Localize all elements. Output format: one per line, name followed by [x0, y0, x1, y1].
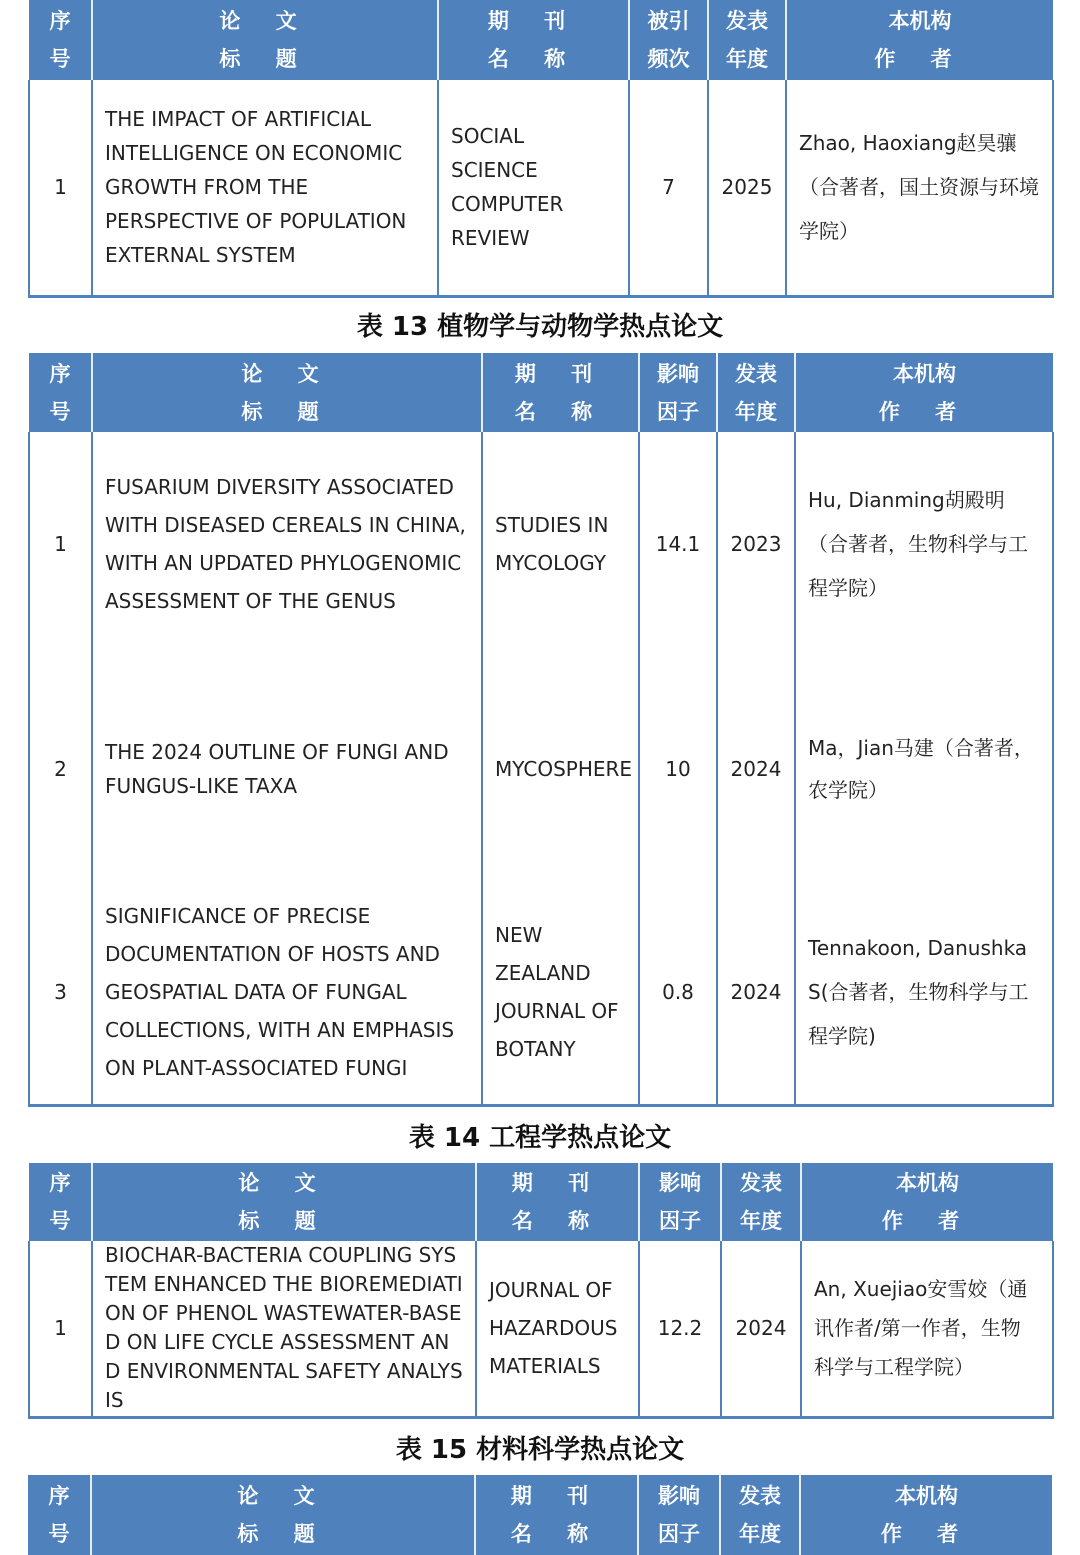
- header-journal: 期 刊 名 称: [438, 0, 629, 80]
- header-seq: 序 号: [29, 0, 92, 80]
- impact-factor: 10: [639, 656, 717, 881]
- table-row: [29, 1241, 1053, 1417]
- journal-name: STUDIES IN MYCOLOGY: [482, 432, 639, 656]
- author-info: Hu, Dianming胡殿明（合著者，生物科学与工程学院）: [795, 432, 1053, 656]
- paper-title: FUSARIUM DIVERSITY ASSOCIATED WITH DISEASED CEREALS IN CHINA, WITH AN UPDATED PHYLOGENOMIC ASSESSMENT OF THE GENUS: [92, 432, 482, 656]
- row-seq: 3: [29, 881, 92, 1105]
- journal-name: JOURNAL OF HAZARDOUS MATERIALS: [476, 1241, 639, 1417]
- header-year: 发表 年度: [721, 1163, 801, 1241]
- header-year: 发表 年度: [720, 1475, 800, 1555]
- table-header-row: [29, 353, 1053, 432]
- row-seq: 1: [29, 432, 92, 656]
- header-impact-factor: 影响 因子: [639, 1163, 721, 1241]
- author-info: An, Xuejiao安雪姣（通讯作者/第一作者，生物科学与工程学院）: [801, 1241, 1053, 1417]
- table-14-caption: 表 14 工程学热点论文: [408, 1123, 672, 1153]
- header-journal: 期 刊 名 称: [475, 1475, 638, 1555]
- header-year: 发表 年度: [708, 0, 786, 80]
- table-header-row: [28, 1475, 1052, 1555]
- journal-name: SOCIAL SCIENCE COMPUTER REVIEW: [438, 80, 629, 296]
- journal-name: NEW ZEALAND JOURNAL OF BOTANY: [482, 881, 639, 1105]
- header-title: 论 文 标 题: [92, 1163, 476, 1241]
- header-year: 发表 年度: [717, 353, 795, 432]
- author-info: Tennakoon, Danushka S(合著者，生物科学与工程学院): [795, 881, 1053, 1105]
- table-15: [28, 1475, 1052, 1555]
- header-title: 论 文 标 题: [92, 0, 438, 80]
- paper-title: SIGNIFICANCE OF PRECISE DOCUMENTATION OF HOSTS AND GEOSPATIAL DATA OF FUNGAL COLLECTIONS, WITH AN EMPHASIS ON PLANT-ASSOCIATED FUNGI: [92, 881, 482, 1105]
- publish-year: 2025: [708, 80, 786, 296]
- header-impact-factor: 影响 因子: [639, 353, 717, 432]
- author-info: Zhao, Haoxiang赵昊骧（合著者，国土资源与环境学院）: [786, 80, 1053, 296]
- header-seq: 序 号: [28, 1475, 91, 1555]
- author-info: Ma，Jian马建（合著者，农学院）: [795, 656, 1053, 881]
- table-row: [29, 432, 1053, 656]
- row-seq: 1: [29, 80, 92, 296]
- header-journal: 期 刊 名 称: [476, 1163, 639, 1241]
- header-seq: 序 号: [29, 353, 92, 432]
- table-15-caption: 表 15 材料科学热点论文: [395, 1435, 685, 1465]
- publish-year: 2024: [717, 656, 795, 881]
- impact-factor: 14.1: [639, 432, 717, 656]
- header-seq: 序 号: [29, 1163, 92, 1241]
- header-title: 论 文 标 题: [92, 353, 482, 432]
- table-row: [29, 656, 1053, 881]
- row-seq: 1: [29, 1241, 92, 1417]
- table-14: [28, 1163, 1054, 1419]
- citation-count: 7: [629, 80, 708, 296]
- header-title: 论 文 标 题: [91, 1475, 475, 1555]
- impact-factor: 0.8: [639, 881, 717, 1105]
- table-header-row: [29, 1163, 1053, 1241]
- header-author: 本机构 作 者: [786, 0, 1053, 80]
- header-citations: 被引 频次: [629, 0, 708, 80]
- publish-year: 2023: [717, 432, 795, 656]
- table-header-row: [29, 0, 1053, 80]
- paper-title: BIOCHAR-BACTERIA COUPLING SYSTEM ENHANCED THE BIOREMEDIATION OF PHENOL WASTEWATER-BASED ON LIFE CYCLE ASSESSMENT AND ENVIRONMENTAL SAFETY ANALYSIS: [92, 1241, 476, 1417]
- table-12: [28, 0, 1054, 298]
- header-author: 本机构 作 者: [795, 353, 1053, 432]
- paper-title: THE IMPACT OF ARTIFICIAL INTELLIGENCE ON ECONOMIC GROWTH FROM THE PERSPECTIVE OF POPULATION EXTERNAL SYSTEM: [92, 80, 438, 296]
- paper-title: THE 2024 OUTLINE OF FUNGI AND FUNGUS-LIKE TAXA: [92, 656, 482, 881]
- publish-year: 2024: [717, 881, 795, 1105]
- journal-name: MYCOSPHERE: [482, 656, 639, 881]
- table-13: [28, 353, 1054, 1107]
- table-row: [29, 881, 1053, 1105]
- header-impact-factor: 影响 因子: [638, 1475, 720, 1555]
- header-author: 本机构 作 者: [801, 1163, 1053, 1241]
- header-journal: 期 刊 名 称: [482, 353, 639, 432]
- header-author: 本机构 作 者: [800, 1475, 1052, 1555]
- impact-factor: 12.2: [639, 1241, 721, 1417]
- table-13-caption: 表 13 植物学与动物学热点论文: [356, 312, 724, 342]
- table-row: [29, 80, 1053, 296]
- publish-year: 2024: [721, 1241, 801, 1417]
- row-seq: 2: [29, 656, 92, 881]
